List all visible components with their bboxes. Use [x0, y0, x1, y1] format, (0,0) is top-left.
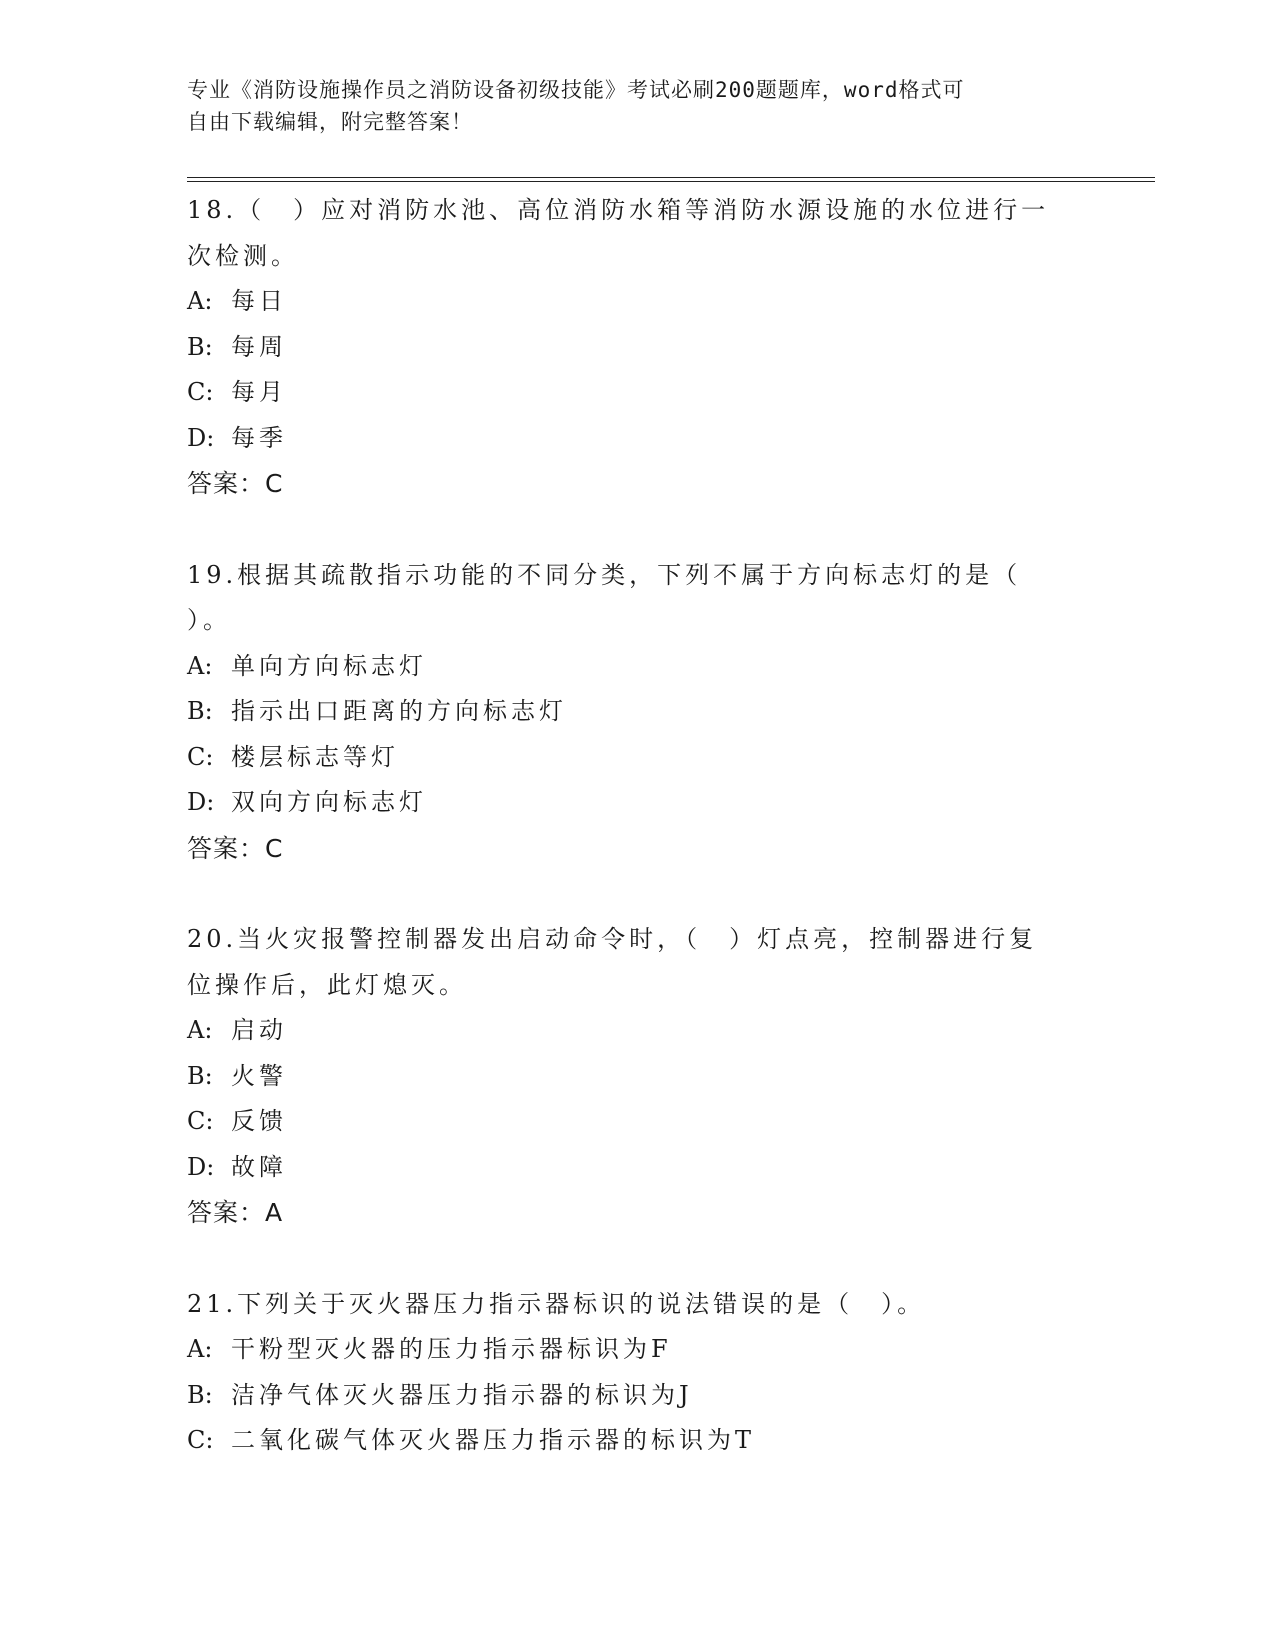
answer-option: [187, 1373, 1087, 1419]
option-letter: C:: [187, 378, 214, 406]
option-letter: D:: [187, 1152, 215, 1181]
question-stem-line: 19.根据其疏散指示功能的不同分类，下列不属于方向标志灯的是（: [187, 560, 1022, 589]
option-text: 启动: [231, 1016, 287, 1044]
answer-option: [187, 279, 1087, 325]
answer-key: 答案：C: [187, 833, 284, 863]
option-letter: C:: [187, 742, 214, 771]
header-line-1: 专业《消防设施操作员之消防设备初级技能》考试必刷200题题库，word格式可: [187, 78, 965, 102]
answer-option: [187, 689, 1087, 735]
answer-option: [187, 1327, 1087, 1373]
option-letter: A:: [187, 1016, 213, 1044]
option-letter: B:: [187, 697, 213, 725]
option-text: 故障: [231, 1152, 287, 1181]
answer-key: 答案：C: [187, 469, 284, 498]
question-stem-line: 次检测。: [187, 241, 299, 270]
answer-option: [187, 1054, 1087, 1100]
option-letter: D:: [187, 788, 215, 816]
document-header: [187, 74, 1067, 138]
option-letter: D:: [187, 423, 215, 452]
option-letter: B:: [187, 1380, 213, 1409]
option-text: 干粉型灭火器的压力指示器标识为F: [231, 1335, 672, 1363]
answer-option: [187, 1099, 1087, 1145]
header-divider-bottom: [187, 181, 1155, 182]
option-text: 指示出口距离的方向标志灯: [231, 697, 567, 725]
option-letter: B:: [187, 332, 213, 361]
question-stem-line: ）。: [187, 606, 231, 634]
option-letter: A:: [187, 651, 213, 680]
option-text: 二氧化碳气体灭火器压力指示器的标识为T: [231, 1426, 756, 1454]
answer-option: [187, 735, 1087, 781]
answer-option: [187, 325, 1087, 371]
option-letter: B:: [187, 1061, 213, 1090]
question-stem-line: 21.下列关于灭火器压力指示器标识的说法错误的是（ ）。: [187, 1289, 926, 1318]
option-text: 洁净气体灭火器压力指示器的标识为J: [231, 1380, 693, 1409]
option-text: 每季: [231, 423, 287, 452]
option-text: 双向方向标志灯: [231, 788, 427, 816]
question-block: [187, 553, 1087, 872]
option-text: 单向方向标志灯: [231, 651, 427, 680]
option-text: 每周: [231, 332, 287, 361]
option-letter: A:: [187, 1335, 213, 1363]
question-stem-line: 位操作后，此灯熄灭。: [187, 970, 467, 999]
question-block: [187, 1282, 1087, 1464]
answer-option: [187, 644, 1087, 690]
answer-option: [187, 1008, 1087, 1054]
option-text: 反馈: [231, 1107, 287, 1135]
question-block: [187, 917, 1087, 1236]
question-block: [187, 188, 1087, 507]
answer-key: 答案：A: [187, 1198, 284, 1227]
header-divider-top: [187, 177, 1155, 178]
option-text: 每日: [231, 287, 287, 315]
answer-option: [187, 780, 1087, 826]
header-line-2: 自由下载编辑，附完整答案！: [187, 110, 473, 134]
option-text: 楼层标志等灯: [231, 742, 399, 771]
option-letter: C:: [187, 1426, 214, 1454]
answer-option: [187, 1145, 1087, 1191]
option-letter: C:: [187, 1107, 214, 1135]
option-text: 每月: [231, 378, 287, 406]
option-text: 火警: [231, 1061, 287, 1090]
question-stem-line: 18.（ ）应对消防水池、高位消防水箱等消防水源设施的水位进行一: [187, 196, 1050, 224]
option-letter: A:: [187, 287, 213, 315]
answer-option: [187, 370, 1087, 416]
answer-option: [187, 1418, 1087, 1464]
answer-option: [187, 416, 1087, 462]
question-stem-line: 20.当火灾报警控制器发出启动命令时，（ ）灯点亮，控制器进行复: [187, 925, 1038, 953]
question-list: [187, 188, 1087, 1510]
